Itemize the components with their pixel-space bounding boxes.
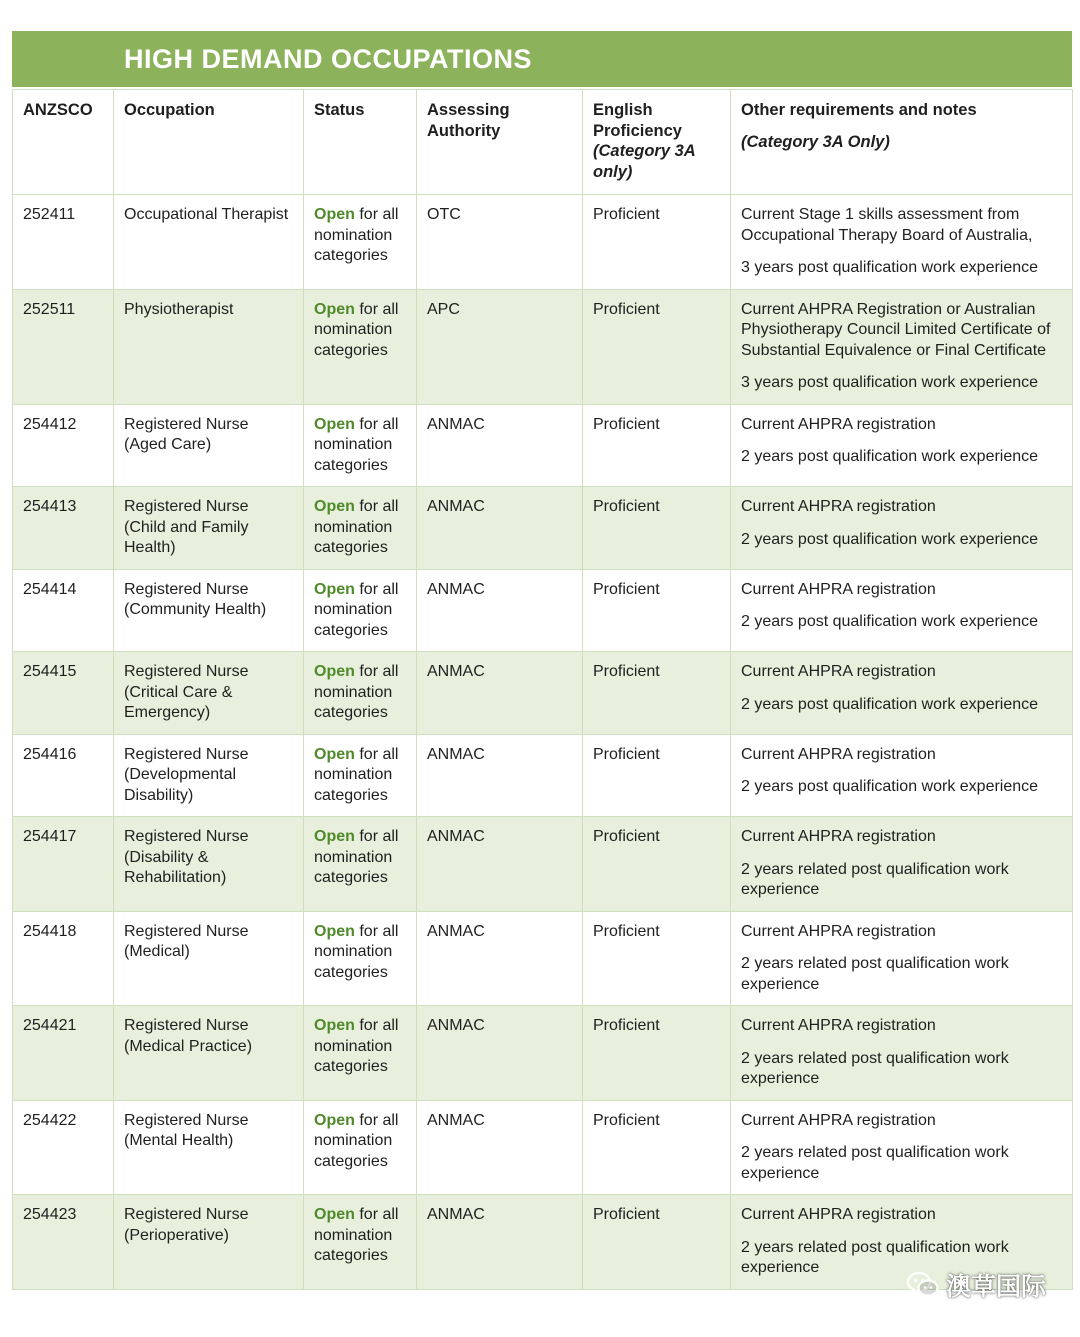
notes-cell [731,817,1073,912]
anzsco-code: 252411 [13,195,114,290]
table-row [13,817,1073,912]
header-english-main: English Proficiency [593,101,682,140]
anzsco-code: 254412 [13,404,114,487]
notes-cell [731,569,1073,652]
status-cell [304,1195,417,1290]
header-assessing-authority: Assessing Authority [417,90,583,195]
table-row [13,1006,1073,1101]
status-detail: for all nomination categories [314,663,399,721]
header-notes-sub: (Category 3A Only) [741,132,890,151]
status-cell [304,289,417,404]
english-proficiency: Proficient [583,734,731,817]
header-notes [731,90,1073,195]
occupation-name: Registered Nurse (Critical Care & Emergency) [114,652,304,735]
status-cell [304,404,417,487]
assessing-authority: ANMAC [417,817,583,912]
note-line: 2 years related post qualification work experience [741,1049,1009,1087]
table-row [13,487,1073,570]
table-row [13,652,1073,735]
english-proficiency: Proficient [583,1100,731,1195]
notes-cell [731,734,1073,817]
status-cell [304,734,417,817]
status-open: Open [314,415,355,433]
assessing-authority: APC [417,289,583,404]
status-open: Open [314,1111,355,1129]
note-line: Current AHPRA registration [741,828,936,845]
english-proficiency: Proficient [583,569,731,652]
assessing-authority: ANMAC [417,1006,583,1101]
occupation-name: Registered Nurse (Medical) [114,911,304,1006]
english-proficiency: Proficient [583,1006,731,1101]
assessing-authority: ANMAC [417,734,583,817]
note-line: Current AHPRA registration [741,415,936,433]
watermark [906,1267,1046,1303]
title-banner [12,31,1072,89]
notes-cell [731,289,1073,404]
occupation-name: Registered Nurse (Disability & Rehabilitation) [114,817,304,912]
note-line: Current AHPRA registration [741,1111,936,1129]
note-line: 2 years post qualification work experience [741,530,1039,548]
note-line: 2 years post qualification work experience [741,695,1039,713]
anzsco-code: 254423 [13,1195,114,1290]
status-cell [304,195,417,290]
status-open: Open [314,663,355,680]
anzsco-code: 252511 [13,289,114,404]
note-line: 2 years related post qualification work experience [741,1144,1009,1182]
table-row [13,195,1073,290]
note-line: Current AHPRA registration [741,498,936,515]
status-open: Open [314,300,355,318]
english-proficiency: Proficient [583,652,731,735]
status-detail: for all nomination categories [314,1206,399,1264]
status-cell [304,487,417,570]
occupation-name: Occupational Therapist [114,195,304,290]
status-open: Open [314,1017,355,1034]
header-notes-main: Other requirements and notes [741,101,977,119]
note-line: Current AHPRA registration [741,580,936,598]
occupation-name: Registered Nurse (Mental Health) [114,1100,304,1195]
english-proficiency: Proficient [583,487,731,570]
english-proficiency: Proficient [583,289,731,404]
header-status: Status [304,90,417,195]
assessing-authority: ANMAC [417,1100,583,1195]
anzsco-code: 254414 [13,569,114,652]
status-cell [304,1006,417,1101]
notes-cell [731,652,1073,735]
status-detail: for all nomination categories [314,206,399,264]
note-line: 2 years related post qualification work experience [741,860,1009,898]
anzsco-code: 254417 [13,817,114,912]
status-open: Open [314,745,355,763]
assessing-authority: ANMAC [417,652,583,735]
notes-cell [731,911,1073,1006]
page-title: HIGH DEMAND OCCUPATIONS [124,43,532,74]
note-line: 2 years related post qualification work experience [741,955,1009,993]
table-row [13,289,1073,404]
note-line: Current AHPRA registration [741,663,936,680]
watermark-text: 澳草国际 [945,1273,1046,1301]
header-anzsco: ANZSCO [13,90,114,195]
occupations-sheet [12,31,1072,1290]
table-body [13,195,1073,1290]
note-line: Current AHPRA registration [741,1017,936,1034]
anzsco-code: 254422 [13,1100,114,1195]
anzsco-code: 254421 [13,1006,114,1101]
table-row [13,404,1073,487]
status-cell [304,569,417,652]
status-open: Open [314,1206,355,1223]
header-row [13,90,1073,195]
assessing-authority: OTC [417,195,583,290]
english-proficiency: Proficient [583,195,731,290]
status-cell [304,817,417,912]
note-line: 3 years post qualification work experience [741,259,1039,276]
status-open: Open [314,498,355,515]
note-line: 2 years post qualification work experience [741,778,1039,795]
status-detail: for all nomination categories [314,498,399,556]
assessing-authority: ANMAC [417,569,583,652]
english-proficiency: Proficient [583,817,731,912]
occupation-name: Registered Nurse (Aged Care) [114,404,304,487]
assessing-authority: ANMAC [417,404,583,487]
english-proficiency: Proficient [583,1195,731,1290]
status-detail: for all nomination categories [314,828,399,886]
note-line: 2 years post qualification work experience [741,448,1039,465]
notes-cell [731,487,1073,570]
occupation-name: Physiotherapist [114,289,304,404]
assessing-authority: ANMAC [417,1195,583,1290]
occupation-name: Registered Nurse (Child and Family Health) [114,487,304,570]
table-row [13,911,1073,1006]
occupation-name: Registered Nurse (Medical Practice) [114,1006,304,1101]
status-cell [304,1100,417,1195]
note-line: 2 years related post qualification work experience [741,1238,1009,1276]
notes-cell [731,1100,1073,1195]
header-english-sub: (Category 3A only) [593,142,696,181]
status-open: Open [314,922,355,940]
note-line: 2 years post qualification work experience [741,613,1039,630]
anzsco-code: 254418 [13,911,114,1006]
anzsco-code: 254413 [13,487,114,570]
note-line: 3 years post qualification work experience [741,374,1039,391]
note-line: Current AHPRA registration [741,745,936,763]
status-cell [304,911,417,1006]
status-detail: for all nomination categories [314,415,399,474]
header-english-proficiency [583,90,731,195]
wechat-icon [906,1271,940,1299]
notes-cell [731,195,1073,290]
assessing-authority: ANMAC [417,487,583,570]
occupation-name: Registered Nurse (Perioperative) [114,1195,304,1290]
anzsco-code: 254415 [13,652,114,735]
status-open: Open [314,580,355,598]
occupation-name: Registered Nurse (Developmental Disability) [114,734,304,817]
status-open: Open [314,828,355,845]
status-detail: for all nomination categories [314,745,399,804]
header-occupation: Occupation [114,90,304,195]
note-line: Current AHPRA Registration or Australian Physiotherapy Council Limited Certificate of Substantial Equivalence or Final Certificate [741,300,1051,359]
notes-cell [731,404,1073,487]
note-line: Current AHPRA registration [741,922,936,940]
table-row [13,734,1073,817]
assessing-authority: ANMAC [417,911,583,1006]
note-line: Current Stage 1 skills assessment from Occupational Therapy Board of Australia, [741,206,1033,244]
note-line: Current AHPRA registration [741,1206,936,1223]
occupation-name: Registered Nurse (Community Health) [114,569,304,652]
table-row [13,1100,1073,1195]
status-detail: for all nomination categories [314,1111,399,1170]
status-detail: for all nomination categories [314,922,399,981]
anzsco-code: 254416 [13,734,114,817]
status-open: Open [314,206,355,223]
english-proficiency: Proficient [583,404,731,487]
status-cell [304,652,417,735]
english-proficiency: Proficient [583,911,731,1006]
notes-cell [731,1006,1073,1101]
status-detail: for all nomination categories [314,300,399,359]
occupations-table [12,89,1073,1290]
table-row [13,569,1073,652]
status-detail: for all nomination categories [314,580,399,639]
status-detail: for all nomination categories [314,1017,399,1075]
